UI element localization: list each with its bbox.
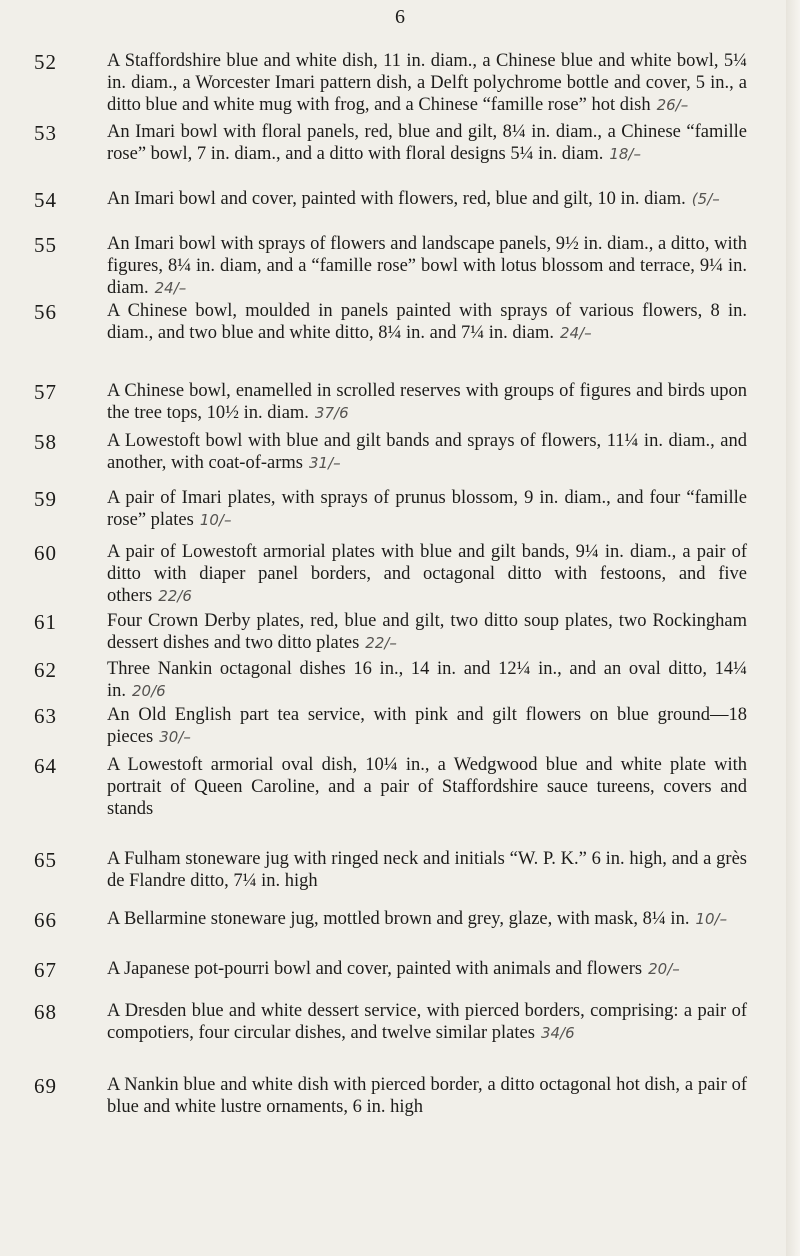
lot-number: 67 — [34, 958, 57, 982]
lot-description — [107, 704, 747, 748]
lot-description — [107, 958, 747, 980]
lot-number: 69 — [34, 1074, 57, 1098]
handwritten-price-annotation: 18/– — [609, 145, 641, 163]
lot-number: 61 — [34, 610, 57, 634]
lot-description — [107, 754, 747, 820]
lot-description-text: A Chinese bowl, enamelled in scrolled reserves with groups of figures and birds upon the tree tops, 10½ in. diam. — [107, 381, 747, 423]
lot-description-text: A pair of Imari plates, with sprays of prunus blossom, 9 in. diam., and four “famille rose” plates — [107, 488, 747, 530]
handwritten-price-annotation: 37/6 — [314, 404, 349, 422]
page-number: 6 — [395, 6, 405, 28]
lot-description — [107, 380, 747, 424]
lot-description-text: An Imari bowl with floral panels, red, blue and gilt, 8¼ in. diam., a Chinese “famille rose” bowl, 7 in. diam., and a ditto with floral designs 5¼ in. diam. — [107, 122, 747, 164]
lot-description-text: A Dresden blue and white dessert service, with pierced borders, comprising: a pair of compotiers, four circular dishes, and twelve similar plates — [107, 1001, 747, 1043]
lot-number: 53 — [34, 121, 57, 145]
lot-description-text: An Imari bowl with sprays of flowers and landscape panels, 9½ in. diam., a ditto, with figures, 8¼ in. diam, and a “famille rose” bowl with lotus blossom and terrace, 9¼ in. diam. — [107, 234, 747, 298]
lot-description — [107, 300, 747, 344]
lot-description — [107, 50, 747, 116]
lot-number: 52 — [34, 50, 57, 74]
lot-description-text: A Fulham stoneware jug with ringed neck and initials “W. P. K.” 6 in. high, and a grès de Flandre ditto, 7¼ in. high — [107, 849, 747, 891]
handwritten-price-annotation: 24/– — [560, 324, 592, 342]
page-edge-shadow — [786, 0, 800, 1256]
handwritten-price-annotation: 20/6 — [132, 682, 166, 700]
lot-number: 58 — [34, 430, 57, 454]
lot-number: 63 — [34, 704, 57, 728]
lot-number: 66 — [34, 908, 57, 932]
lot-description-text: A Lowestoft armorial oval dish, 10¼ in., a Wedgwood blue and white plate with portrait of Queen Caroline, and a pair of Staffordshire sauce tureens, covers and stands — [107, 755, 747, 819]
lot-number: 56 — [34, 300, 57, 324]
handwritten-price-annotation: 10/– — [695, 910, 728, 928]
lot-number: 65 — [34, 848, 57, 872]
handwritten-price-annotation: 31/– — [309, 454, 341, 472]
lot-description-text: Three Nankin octagonal dishes 16 in., 14 in. and 12¼ in., and an oval ditto, 14¼ in. — [107, 659, 747, 701]
lot-number: 54 — [34, 188, 57, 212]
lot-number: 68 — [34, 1000, 57, 1024]
lot-number: 60 — [34, 541, 57, 565]
lot-description-text: A Nankin blue and white dish with pierced border, a ditto octagonal hot dish, a pair of blue and white lustre ornaments, 6 in. high — [107, 1075, 747, 1117]
lot-description — [107, 908, 747, 930]
lot-number: 59 — [34, 487, 57, 511]
handwritten-price-annotation: 10/– — [199, 511, 232, 529]
lot-description-text: An Old English part tea service, with pink and gilt flowers on blue ground—18 pieces — [107, 705, 747, 747]
lot-description — [107, 1000, 747, 1044]
handwritten-price-annotation: (5/– — [691, 190, 720, 208]
lot-description-text: A Bellarmine stoneware jug, mottled brown and grey, glaze, with mask, 8¼ in. — [107, 909, 690, 929]
lot-description — [107, 1074, 747, 1118]
handwritten-price-annotation: 34/6 — [540, 1024, 575, 1042]
lot-description — [107, 430, 747, 474]
lot-description — [107, 233, 747, 299]
lot-description-text: A Chinese bowl, moulded in panels painted with sprays of various flowers, 8 in. diam., and two blue and white ditto, 8¼ in. and 7¼ in. diam. — [107, 301, 747, 343]
lot-description — [107, 658, 747, 702]
lot-description — [107, 541, 747, 607]
lot-description — [107, 487, 747, 531]
handwritten-price-annotation: 22/6 — [158, 587, 192, 605]
lot-description — [107, 188, 747, 210]
lot-number: 57 — [34, 380, 57, 404]
handwritten-price-annotation: 24/– — [154, 279, 187, 297]
lot-description-text: A Japanese pot-pourri bowl and cover, painted with animals and flowers — [107, 959, 643, 979]
lot-description — [107, 121, 747, 165]
lot-description-text: An Imari bowl and cover, painted with flowers, red, blue and gilt, 10 in. diam. — [107, 189, 686, 209]
lot-description — [107, 610, 747, 654]
lot-description-text: A Lowestoft bowl with blue and gilt bands and sprays of flowers, 11¼ in. diam., and another, with coat-of-arms — [107, 431, 747, 473]
handwritten-price-annotation: 26/– — [656, 96, 689, 114]
lot-description — [107, 848, 747, 892]
handwritten-price-annotation: 30/– — [159, 728, 191, 746]
lot-description-text: A Staffordshire blue and white dish, 11 in. diam., a Chinese blue and white bowl, 5¼ in. diam., a Worcester Imari pattern dish, a Delft polychrome bottle and cover, 5 in., a ditto blue and white mug with frog, and a Chinese “famille rose” hot dish — [107, 51, 747, 115]
handwritten-price-annotation: 22/– — [365, 634, 397, 652]
lot-description-text: A pair of Lowestoft armorial plates with blue and gilt bands, 9¼ in. diam., a pair of ditto with diaper panel borders, and octagonal ditto with festoons, and five others — [107, 542, 747, 606]
handwritten-price-annotation: 20/– — [648, 960, 680, 978]
lot-number: 64 — [34, 754, 57, 778]
lot-number: 62 — [34, 658, 57, 682]
lot-number: 55 — [34, 233, 57, 257]
lot-description-text: Four Crown Derby plates, red, blue and gilt, two ditto soup plates, two Rockingham dessert dishes and two ditto plates — [107, 611, 747, 653]
